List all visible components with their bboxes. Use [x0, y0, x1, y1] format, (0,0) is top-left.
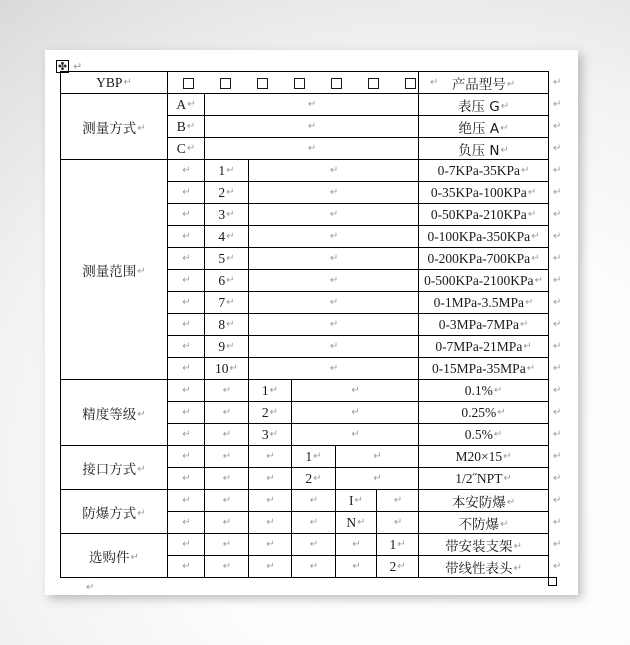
paragraph-mark: ↵	[182, 561, 191, 573]
paragraph-mark: ↵	[266, 473, 275, 485]
paragraph-mark: ↵	[493, 385, 503, 397]
cell-code-range-3: 3↵	[205, 204, 249, 226]
paragraph-mark: ↵	[313, 451, 322, 463]
cell-blank	[249, 358, 419, 380]
paragraph-mark: ↵	[500, 122, 509, 134]
cell-blank	[377, 490, 419, 512]
cell-blank	[249, 314, 419, 336]
paragraph-mark: ↵	[226, 275, 235, 287]
paragraph-mark: ↵	[266, 561, 275, 573]
cell-desc-option-1: 带安装支架↵	[419, 534, 549, 556]
cell-code-range-2: 2↵	[205, 182, 249, 204]
paragraph-mark: ↵	[553, 560, 562, 572]
cell-desc-explosion-2: 不防爆↵	[419, 512, 549, 534]
cell-blank	[168, 182, 205, 204]
table-row	[61, 160, 549, 182]
paragraph-mark: ↵	[553, 406, 562, 418]
cell-blank	[377, 512, 419, 534]
paragraph-mark: ↵	[182, 165, 191, 177]
paragraph-mark: ↵	[553, 296, 562, 308]
paragraph-mark: ↵	[269, 429, 279, 441]
checkbox-3[interactable]	[257, 78, 268, 89]
cell-code-b: B↵	[168, 116, 205, 138]
paragraph-mark: ↵	[182, 231, 191, 243]
paragraph-mark: ↵	[222, 407, 232, 419]
paragraph-mark: ↵	[222, 451, 232, 463]
cell-blank	[168, 512, 205, 534]
checkbox-5[interactable]	[331, 78, 342, 89]
cell-desc-accuracy-1: 0.1%↵	[419, 380, 549, 402]
paragraph-mark: ↵	[493, 429, 503, 441]
paragraph-mark: ↵	[500, 518, 509, 530]
paragraph-mark: ↵	[506, 78, 516, 90]
paragraph-mark: ↵	[222, 517, 232, 529]
cell-blank	[249, 226, 419, 248]
paragraph-mark: ↵	[182, 363, 191, 375]
cell-blank	[168, 380, 205, 402]
paragraph-mark: ↵	[182, 275, 191, 287]
paragraph-mark: ↵	[222, 385, 232, 397]
paragraph-mark: ↵	[497, 407, 506, 419]
paragraph-mark: ↵	[329, 341, 339, 353]
paragraph-mark: ↵	[226, 165, 235, 177]
cell-desc-accuracy-2: 0.25%↵	[419, 402, 549, 424]
paragraph-mark: ↵	[500, 100, 510, 112]
cell-code-c: C↵	[168, 138, 205, 160]
cell-desc-accuracy-3: 0.5%↵	[419, 424, 549, 446]
paragraph-mark: ↵	[222, 561, 232, 573]
cell-blank	[168, 446, 205, 468]
cell-blank	[249, 336, 419, 358]
cell-blank	[205, 468, 249, 490]
cell-label-connection-type: 接口方式↵	[61, 446, 168, 490]
cell-label-options: 选购件↵	[61, 534, 168, 578]
cell-blank	[168, 468, 205, 490]
paragraph-mark: ↵	[309, 517, 319, 529]
cell-code-option-1: 1↵	[377, 534, 419, 556]
cell-blank	[249, 248, 419, 270]
paragraph-mark: ↵	[553, 186, 562, 198]
cell-code-range-7: 7↵	[205, 292, 249, 314]
cell-blank	[168, 270, 205, 292]
paragraph-mark: ↵	[393, 517, 403, 529]
paragraph-mark: ↵	[553, 318, 562, 330]
table-row	[61, 534, 549, 556]
cell-label-measure-range: 测量范围↵	[61, 160, 168, 380]
cell-code-range-10: 10↵	[205, 358, 249, 380]
paragraph-mark: ↵	[329, 209, 339, 221]
paragraph-mark: ↵	[553, 164, 562, 176]
paragraph-mark: ↵	[553, 384, 562, 396]
paragraph-mark: ↵	[329, 187, 339, 199]
paragraph-mark: ↵	[354, 495, 363, 507]
paragraph-mark: ↵	[137, 408, 146, 420]
cell-desc-gauge: 表压 G↵	[419, 94, 549, 116]
cell-blank	[336, 468, 419, 490]
paragraph-mark: ↵	[313, 473, 322, 485]
paragraph-mark: ↵	[309, 539, 319, 551]
cell-desc-range-4: 0-100KPa-350KPa↵	[419, 226, 549, 248]
cell-code-range-5: 5↵	[205, 248, 249, 270]
cell-blank	[249, 490, 292, 512]
cell-desc-product-model: 产品型号↵	[419, 72, 549, 94]
paragraph-mark: ↵	[553, 428, 562, 440]
paragraph-mark: ↵	[229, 363, 238, 375]
table-resize-handle-icon[interactable]	[548, 577, 557, 586]
paragraph-mark: ↵	[329, 363, 339, 375]
paragraph-mark: ↵	[503, 473, 512, 485]
paragraph-mark: ↵	[519, 319, 529, 331]
paragraph-mark: ↵	[351, 429, 360, 441]
paragraph-mark: ↵	[553, 472, 562, 484]
paragraph-mark: ↵	[137, 507, 146, 519]
paragraph-mark: ↵	[182, 187, 191, 199]
paragraph-mark: ↵	[137, 265, 146, 277]
table-row	[61, 446, 549, 468]
cell-blank	[205, 512, 249, 534]
cell-blank	[168, 248, 205, 270]
paragraph-mark: ↵	[182, 495, 191, 507]
cell-code-range-1: 1↵	[205, 160, 249, 182]
table-row	[61, 380, 549, 402]
paragraph-mark: ↵	[182, 473, 191, 485]
cell-code-accuracy-1: 1↵	[249, 380, 292, 402]
paragraph-mark: ↵	[137, 463, 146, 475]
table-move-handle-icon[interactable]: ✤	[57, 60, 68, 73]
paragraph-mark: ↵	[553, 120, 562, 132]
cell-blank	[168, 424, 205, 446]
paragraph-mark: ↵	[397, 539, 406, 551]
paragraph-mark: ↵	[329, 165, 339, 177]
paragraph-mark: ↵	[266, 495, 275, 507]
paragraph-mark: ↵	[553, 208, 562, 220]
cell-code-range-4: 4↵	[205, 226, 249, 248]
cell-blank	[336, 534, 377, 556]
paragraph-mark: ↵	[397, 561, 406, 573]
cell-blank	[292, 512, 336, 534]
paragraph-mark: ↵	[182, 517, 191, 529]
cell-desc-range-6: 0-500KPa-2100KPa↵	[419, 270, 549, 292]
paragraph-mark: ↵	[307, 143, 317, 155]
paragraph-mark: ↵	[307, 121, 317, 133]
paragraph-mark: ↵	[226, 187, 235, 199]
cell-desc-negative: 负压 N↵	[419, 138, 549, 160]
paragraph-mark: ↵	[222, 473, 232, 485]
paragraph-mark: ↵	[226, 231, 235, 243]
paragraph-mark: ↵	[266, 539, 275, 551]
paragraph-mark: ↵	[373, 473, 382, 485]
cell-blank	[168, 358, 205, 380]
paragraph-mark: ↵	[553, 76, 562, 88]
paragraph-mark: ↵	[307, 99, 317, 111]
cell-blank	[292, 380, 419, 402]
paragraph-mark: ↵	[506, 496, 516, 508]
paragraph-mark: ↵	[182, 539, 191, 551]
cell-blank	[168, 292, 205, 314]
cell-blank	[168, 556, 205, 578]
product-model-spec-table	[60, 71, 549, 578]
cell-code-explosion-i: I↵	[336, 490, 377, 512]
paragraph-mark: ↵	[186, 121, 196, 133]
paragraph-mark: ↵	[503, 451, 512, 463]
cell-desc-connection-1: M20×15↵	[419, 446, 549, 468]
cell-blank	[336, 556, 377, 578]
cell-label-measure-method: 测量方式↵	[61, 94, 168, 160]
cell-blank	[292, 556, 336, 578]
paragraph-mark: ↵	[527, 209, 537, 221]
cell-code-range-8: 8↵	[205, 314, 249, 336]
paragraph-mark: ↵	[186, 143, 196, 155]
cell-blank	[205, 94, 419, 116]
cell-desc-range-1: 0-7KPa-35KPa↵	[419, 160, 549, 182]
paragraph-mark: ↵	[266, 451, 275, 463]
paragraph-mark: ↵	[553, 340, 562, 352]
table-row	[61, 72, 549, 94]
cell-desc-explosion-1: 本安防爆↵	[419, 490, 549, 512]
cell-blank	[205, 556, 249, 578]
paragraph-mark: ↵	[86, 582, 95, 593]
paragraph-mark: ↵	[226, 297, 235, 309]
cell-code-range-6: 6↵	[205, 270, 249, 292]
cell-blank	[249, 468, 292, 490]
cell-desc-absolute: 绝压 A↵	[419, 116, 549, 138]
cell-blank	[205, 424, 249, 446]
cell-desc-range-5: 0-200KPa-700KPa↵	[419, 248, 549, 270]
cell-blank	[168, 160, 205, 182]
cell-blank	[249, 270, 419, 292]
cell-blank	[249, 556, 292, 578]
cell-desc-range-3: 0-50KPa-210KPa↵	[419, 204, 549, 226]
paragraph-mark: ↵	[513, 562, 522, 574]
cell-blank	[205, 446, 249, 468]
paragraph-mark: ↵	[513, 540, 522, 552]
cell-blank	[205, 380, 249, 402]
cell-blank	[292, 490, 336, 512]
cell-blank	[205, 116, 419, 138]
paragraph-mark: ↵	[73, 60, 83, 73]
cell-blank	[292, 402, 419, 424]
cell-blank	[168, 534, 205, 556]
cell-blank	[205, 138, 419, 160]
cell-label-ybp: YBP↵	[61, 72, 168, 94]
paragraph-mark: ↵	[329, 297, 339, 309]
cell-blank	[168, 402, 205, 424]
paragraph-mark: ↵	[182, 297, 191, 309]
cell-blank	[249, 512, 292, 534]
paragraph-mark: ↵	[329, 319, 339, 331]
cell-code-accuracy-3: 3↵	[249, 424, 292, 446]
paragraph-mark: ↵	[226, 341, 235, 353]
cell-checkbox-group[interactable]	[168, 72, 439, 94]
paragraph-mark: ↵	[123, 77, 132, 89]
cell-desc-range-9: 0-7MPa-21MPa↵	[419, 336, 549, 358]
checkbox-7[interactable]	[405, 78, 416, 89]
paragraph-mark: ↵	[187, 99, 196, 111]
cell-desc-option-2: 带线性表头↵	[419, 556, 549, 578]
paragraph-mark: ↵	[553, 516, 562, 528]
paragraph-mark: ↵	[182, 407, 191, 419]
paragraph-mark: ↵	[553, 450, 562, 462]
paragraph-mark: ↵	[329, 253, 339, 265]
cell-blank	[292, 534, 336, 556]
paragraph-mark: ↵	[182, 253, 191, 265]
paragraph-mark: ↵	[553, 230, 562, 242]
paragraph-mark: ↵	[553, 362, 562, 374]
cell-blank	[249, 160, 419, 182]
table-row	[61, 94, 549, 116]
paragraph-mark: ↵	[553, 98, 562, 110]
paragraph-mark: ↵	[182, 429, 191, 441]
paragraph-mark: ↵	[553, 494, 562, 506]
paragraph-mark: ↵	[523, 341, 532, 353]
cell-blank	[249, 534, 292, 556]
paragraph-mark: ↵	[352, 561, 361, 573]
paragraph-mark: ↵	[329, 275, 339, 287]
checkbox-4[interactable]	[294, 78, 305, 89]
cell-blank	[168, 204, 205, 226]
paragraph-mark: ↵	[373, 451, 382, 463]
cell-blank	[249, 182, 419, 204]
cell-label-accuracy-grade: 精度等级↵	[61, 380, 168, 446]
paragraph-mark: ↵	[527, 187, 537, 199]
paragraph-mark: ↵	[531, 231, 540, 243]
paragraph-mark: ↵	[182, 451, 191, 463]
paragraph-mark: ↵	[182, 385, 191, 397]
paragraph-mark: ↵	[269, 407, 279, 419]
cell-code-connection-2: 2↵	[292, 468, 336, 490]
cell-blank	[205, 490, 249, 512]
paragraph-mark: ↵	[553, 142, 562, 154]
paragraph-mark: ↵	[351, 385, 360, 397]
paragraph-mark: ↵	[352, 539, 361, 551]
paragraph-mark: ↵	[534, 275, 543, 287]
checkbox-2[interactable]	[220, 78, 231, 89]
paragraph-mark: ↵	[526, 363, 536, 375]
cell-code-connection-1: 1↵	[292, 446, 336, 468]
checkbox-6[interactable]	[368, 78, 379, 89]
paragraph-mark: ↵	[182, 319, 191, 331]
cell-blank	[249, 204, 419, 226]
paragraph-mark: ↵	[222, 429, 232, 441]
cell-blank	[205, 534, 249, 556]
cell-blank	[249, 292, 419, 314]
paragraph-mark: ↵	[222, 539, 232, 551]
paragraph-mark: ↵	[222, 495, 232, 507]
cell-blank	[336, 446, 419, 468]
cell-label-explosion-proof: 防爆方式↵	[61, 490, 168, 534]
cell-blank	[168, 314, 205, 336]
checkbox-1[interactable]	[183, 78, 194, 89]
paragraph-mark: ↵	[500, 144, 509, 156]
cell-blank	[249, 446, 292, 468]
paragraph-mark: ↵	[309, 495, 319, 507]
cell-desc-range-2: 0-35KPa-100KPa↵	[419, 182, 549, 204]
paragraph-mark: ↵	[553, 252, 562, 264]
paragraph-mark: ↵	[182, 341, 191, 353]
paragraph-mark: ↵	[430, 77, 439, 89]
cell-code-explosion-n: N↵	[336, 512, 377, 534]
cell-blank	[205, 402, 249, 424]
cell-code-range-9: 9↵	[205, 336, 249, 358]
paragraph-mark: ↵	[351, 407, 360, 419]
paragraph-mark: ↵	[226, 209, 235, 221]
cell-code-accuracy-2: 2↵	[249, 402, 292, 424]
paragraph-mark: ↵	[393, 495, 403, 507]
cell-desc-range-10: 0-15MPa-35MPa↵	[419, 358, 549, 380]
paragraph-mark: ↵	[137, 122, 146, 134]
paragraph-mark: ↵	[357, 517, 366, 529]
paragraph-mark: ↵	[553, 538, 562, 550]
paragraph-mark: ↵	[269, 385, 279, 397]
paragraph-mark: ↵	[182, 209, 191, 221]
paragraph-mark: ↵	[226, 319, 235, 331]
cell-code-option-2: 2↵	[377, 556, 419, 578]
cell-desc-connection-2: 1/2˝NPT↵	[419, 468, 549, 490]
paragraph-mark: ↵	[266, 517, 275, 529]
paragraph-mark: ↵	[226, 253, 235, 265]
paragraph-mark: ↵	[521, 165, 530, 177]
paragraph-mark: ↵	[525, 297, 534, 309]
cell-desc-range-7: 0-1MPa-3.5MPa↵	[419, 292, 549, 314]
cell-blank	[168, 336, 205, 358]
cell-blank	[292, 424, 419, 446]
cell-desc-range-8: 0-3MPa-7MPa↵	[419, 314, 549, 336]
paragraph-mark: ↵	[531, 253, 540, 265]
cell-code-a: A↵	[168, 94, 205, 116]
cell-blank	[168, 490, 205, 512]
paragraph-mark: ↵	[309, 561, 319, 573]
paragraph-mark: ↵	[553, 274, 562, 286]
paragraph-mark: ↵	[130, 551, 139, 563]
paragraph-mark: ↵	[329, 231, 339, 243]
cell-blank	[168, 226, 205, 248]
table-row	[61, 490, 549, 512]
